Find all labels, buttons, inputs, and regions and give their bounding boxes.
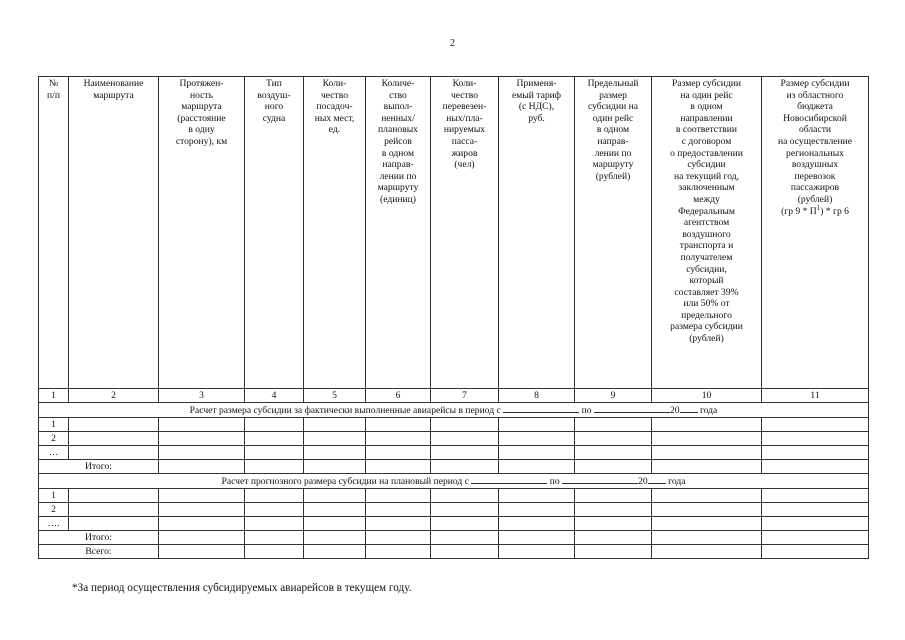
col-header-11 (762, 77, 869, 389)
table-cell (304, 418, 366, 432)
table-cell (431, 432, 499, 446)
total-label: Итого: (39, 460, 159, 474)
section-forecast-title (39, 474, 869, 489)
section-actual-goda: года (699, 405, 718, 416)
col-number: 1 (39, 389, 69, 403)
table-cell (575, 517, 652, 531)
date-to-blank (562, 474, 638, 484)
table-cell (575, 432, 652, 446)
table-cell (366, 517, 431, 531)
row-number: 2 (39, 432, 69, 446)
table-cell (652, 446, 762, 460)
table-cell (366, 446, 431, 460)
col-header-8: Применя- емый тариф (с НДС), руб. (499, 77, 575, 389)
col-number: 11 (762, 389, 869, 403)
section-forecast-text: Расчет прогнозного размера субсидии на плановый период с (221, 476, 469, 487)
col-number: 2 (69, 389, 159, 403)
table-cell (69, 446, 159, 460)
grand-total-label: Всего: (39, 545, 159, 559)
section-actual-title-row (39, 403, 869, 418)
col-header-1: № п/п (39, 77, 69, 389)
subsidy-table (38, 76, 869, 559)
col-header-4: Тип воздуш- ного судна (245, 77, 304, 389)
table-cell (762, 432, 869, 446)
table-cell (652, 503, 762, 517)
table-cell (245, 418, 304, 432)
col-header-11-formula-suffix: ) * гр 6 (820, 205, 849, 217)
year-blank (680, 403, 698, 413)
table-cell (245, 432, 304, 446)
table-cell (159, 503, 245, 517)
col-number: 8 (499, 389, 575, 403)
table-cell (575, 446, 652, 460)
table-cell (69, 489, 159, 503)
section-forecast-po: по (549, 476, 560, 487)
col-number: 3 (159, 389, 245, 403)
col-header-11-formula-prefix: (гр 9 * П (781, 205, 817, 217)
table-cell (304, 446, 366, 460)
table-cell (245, 503, 304, 517)
table-cell (762, 489, 869, 503)
table-row (39, 418, 869, 432)
table-cell (652, 489, 762, 503)
table-cell (69, 418, 159, 432)
table-cell (499, 503, 575, 517)
col-header-3: Протяжен- ность маршрута (расстояние в одну сторону), км (159, 77, 245, 389)
section-forecast-rows (39, 489, 869, 531)
table-cell (575, 503, 652, 517)
table-cell (762, 418, 869, 432)
col-number: 10 (652, 389, 762, 403)
table-cell (159, 432, 245, 446)
section-actual-text: Расчет размера субсидии за фактически выполненные авиарейсы в период с (189, 405, 501, 416)
table-cell (159, 446, 245, 460)
total-row-forecast (39, 531, 869, 545)
total-label: Итого: (39, 531, 159, 545)
row-number: …. (39, 517, 69, 531)
table-cell (159, 489, 245, 503)
col-number: 9 (575, 389, 652, 403)
row-number: 1 (39, 489, 69, 503)
table-cell (245, 489, 304, 503)
table-cell (69, 432, 159, 446)
table-cell (499, 489, 575, 503)
table-cell (304, 432, 366, 446)
table-cell (575, 418, 652, 432)
col-number: 4 (245, 389, 304, 403)
section-actual-title (39, 403, 869, 418)
footnote: *За период осуществления субсидируемых авиарейсов в текущем году. (72, 582, 412, 594)
col-header-2: Наименование маршрута (69, 77, 159, 389)
table-cell (159, 418, 245, 432)
section-actual-po: по (581, 405, 592, 416)
table-cell (69, 503, 159, 517)
table-cell (245, 446, 304, 460)
table-cell (366, 489, 431, 503)
table-cell (431, 489, 499, 503)
table-cell (159, 517, 245, 531)
section-forecast-year: 20 (638, 476, 648, 487)
table-cell (652, 517, 762, 531)
table-cell (762, 503, 869, 517)
table-cell (499, 418, 575, 432)
col-header-5: Коли- чество посадоч- ных мест, ед. (304, 77, 366, 389)
section-actual-year: 20 (669, 405, 680, 416)
col-header-7: Коли- чество перевезен- ных/пла- нируемых пасса- жиров (чел) (431, 77, 499, 389)
table-row (39, 489, 869, 503)
date-from-blank (503, 403, 579, 413)
table-row (39, 446, 869, 460)
table-cell (431, 446, 499, 460)
year-blank (648, 474, 666, 484)
table-cell (431, 503, 499, 517)
table-cell (652, 432, 762, 446)
table-cell (499, 517, 575, 531)
col-header-6: Количе- ство выпол- ненных/ плановых рейсов в одном направ- лении по маршруту (единиц) (366, 77, 431, 389)
row-number: 1 (39, 418, 69, 432)
date-to-blank (594, 403, 670, 413)
table-cell (69, 517, 159, 531)
table-row (39, 503, 869, 517)
table-cell (304, 489, 366, 503)
table-cell (366, 503, 431, 517)
table-cell (304, 503, 366, 517)
row-number: 2 (39, 503, 69, 517)
table-cell (366, 432, 431, 446)
col-number: 5 (304, 389, 366, 403)
col-number: 6 (366, 389, 431, 403)
row-number: … (39, 446, 69, 460)
section-actual-rows (39, 418, 869, 460)
table-cell (499, 432, 575, 446)
table-cell (304, 517, 366, 531)
col-header-11-label: Размер субсидии из областного бюджета Новосибирской области на осуществление региональных воздушных перевозок пассажиров (рублей) (777, 78, 853, 205)
table-cell (499, 446, 575, 460)
date-from-blank (471, 474, 547, 484)
table-cell (652, 418, 762, 432)
table-cell (366, 418, 431, 432)
table-cell (762, 446, 869, 460)
table-row (39, 432, 869, 446)
table-row (39, 517, 869, 531)
col-header-11-formula-sup: 1 (816, 203, 821, 212)
table-cell (575, 489, 652, 503)
table-cell (431, 517, 499, 531)
header-row (39, 77, 869, 389)
section-forecast-goda: года (668, 476, 686, 487)
grand-total-row (39, 545, 869, 559)
column-number-row (39, 389, 869, 403)
col-header-10: Размер субсидии на один рейс в одном направлении в соответствии с договором о предоставлении субсидии на текущий год, заключенным между Федеральным агентством воздушного транспорта и получателем субсидии, который составляет 39% или 50% от предельного размера субсидии (рублей) (652, 77, 762, 389)
section-forecast-title-row (39, 474, 869, 489)
col-number: 7 (431, 389, 499, 403)
total-row-actual (39, 460, 869, 474)
table-cell (762, 517, 869, 531)
table-cell (245, 517, 304, 531)
table-cell (431, 418, 499, 432)
col-header-9: Предельный размер субсидии на один рейс в одном направ- лении по маршруту (рублей) (575, 77, 652, 389)
page-number: 2 (450, 38, 455, 49)
